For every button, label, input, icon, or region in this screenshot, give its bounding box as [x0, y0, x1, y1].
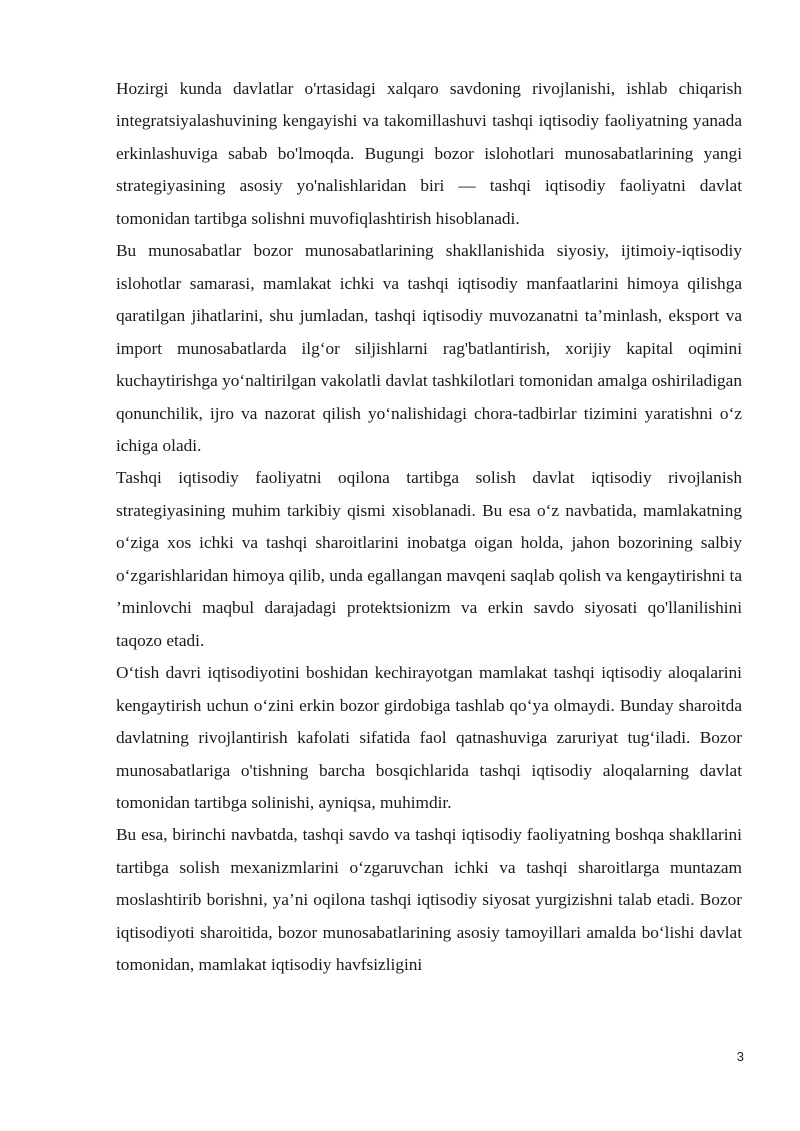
- paragraph-2: Bu munosabatlar bozor munosabatlarining shakllanishida siyosiy, ijtimoiy-iqtisodiy islohotlar samarasi, mamlakat ichki va tashqi iqtisodiy manfaatlarini himoya qilishga qaratilgan jihatlarini, shu jumladan, tashqi iqtisodiy muvozanatni ta’minlash, eksport va import munosabatlarda ilg‘or siljishlarni rag'batlantirish, xorijiy kapital oqimini kuchaytirishga yo‘naltirilgan vakolatli davlat tashkilotlari tomonidan amalga oshiriladigan qonunchilik, ijro va nazorat qilish yo‘nalishidagi chora-tadbirlar tizimini yaratishni o‘z ichiga oladi.: [116, 241, 742, 455]
- paragraph-3: Tashqi iqtisodiy faoliyatni oqilona tartibga solish davlat iqtisodiy rivojlanish strategiyasining muhim tarkibiy qismi xisoblanadi. Bu esa o‘z navbatida, mamlakatning o‘ziga xos ichki va tashqi sharoitlarini inobatga oigan holda, jahon bozorining salbiy o‘zgarishlaridan himoya qilib, unda egallangan mavqeni saqlab qolish va kengaytirishni ta ’minlovchi maqbul darajadagi protektsionizm va erkin savdo siyosati qo'llanilishini taqozo etadi.: [116, 468, 742, 650]
- paragraph-1: Hozirgi kunda davlatlar o'rtasidagi xalqaro savdoning rivojlanishi, ishlab chiqarish integratsiyalashuvining kengayishi va takomillashuvi tashqi iqtisodiy faoliyatning yanada erkinlashuviga sabab bo'lmoqda. Bugungi bozor islohotlari munosabatlarining yangi strategiyasining asosiy yo'nalishlaridan biri — tashqi iqtisodiy faoliyatni davlat tomonidan tartibga solishni muvofiqlashtirish hisoblanadi.: [116, 79, 742, 228]
- body-text: [116, 73, 742, 982]
- paragraph-4: O‘tish davri iqtisodiyotini boshidan kechirayotgan mamlakat tashqi iqtisodiy aloqalarini kengaytirish uchun o‘zini erkin bozor girdobiga tashlab qo‘ya olmaydi. Bunday sharoitda davlatning rivojlantirish kafolati sifatida faol qatnashuviga zaruriyat tug‘iladi. Bozor munosabatlariga o'tishning barcha bosqichlarida tashqi iqtisodiy aloqalarning davlat tomonidan tartibga solinishi, ayniqsa, muhimdir.: [116, 663, 742, 812]
- page-number: 3: [736, 1049, 744, 1064]
- paragraph-5: Bu esa, birinchi navbatda, tashqi savdo va tashqi iqtisodiy faoliyatning boshqa shakllarini tartibga solish mexanizmlarini o‘zgaruvchan ichki va tashqi sharoitlarga muntazam moslashtirib borishni, ya’ni oqilona tashqi iqtisodiy siyosat yurgizishni talab etadi. Bozor iqtisodiyoti sharoitida, bozor munosabatlarining asosiy tamoyillari amalda bo‘lishi davlat tomonidan, mamlakat iqtisodiy havfsizligini: [116, 825, 742, 975]
